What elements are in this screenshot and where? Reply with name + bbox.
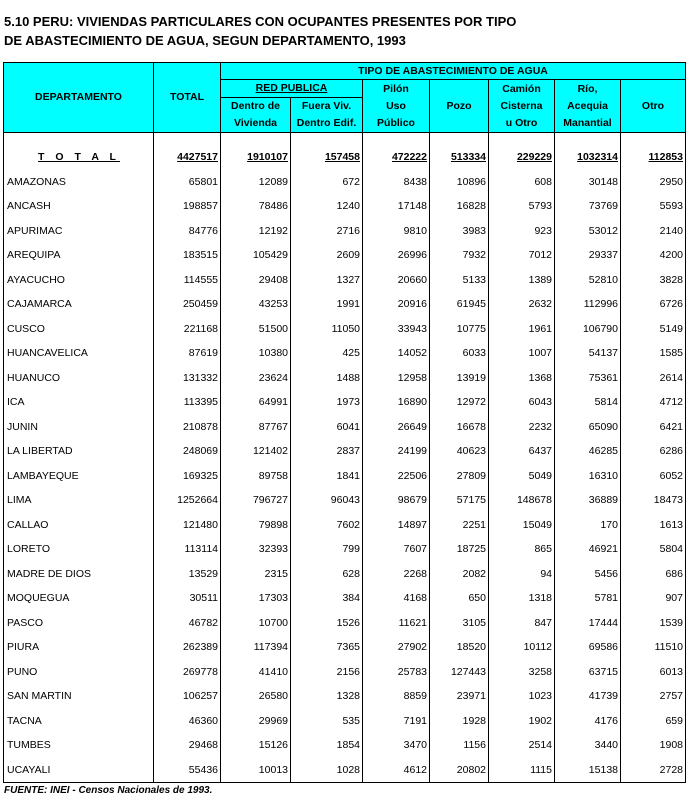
table-cell: 3258 [489,660,555,685]
table-row [4,219,686,244]
department-name: CAJAMARCA [4,292,154,317]
table-cell: 686 [621,562,686,587]
table-cell: 27902 [363,635,430,660]
table-cell: 40623 [430,439,489,464]
table-cell: 5781 [555,586,621,611]
title-line-1: 5.10 PERU: VIVIENDAS PARTICULARES CON OCUPANTES PRESENTES POR TIPO [4,14,517,29]
header-rio-l2: Acequia [567,99,608,112]
table-cell: 3440 [555,733,621,758]
title-line-2: DE ABASTECIMIENTO DE AGUA, SEGUN DEPARTAMENTO, 1993 [4,33,406,48]
total-cell: 1910107 [221,145,291,170]
table-row [4,611,686,636]
table-cell: 24199 [363,439,430,464]
table-cell: 3983 [430,219,489,244]
table-cell: 5804 [621,537,686,562]
table-cell: 14897 [363,513,430,538]
table-row [4,513,686,538]
table-cell: 113395 [154,390,221,415]
table-cell: 84776 [154,219,221,244]
department-name: PUNO [4,660,154,685]
table-cell: 1961 [489,317,555,342]
table-row [4,317,686,342]
table-cell: 4176 [555,709,621,734]
table-cell: 20916 [363,292,430,317]
table-row [4,439,686,464]
table-row [4,170,686,195]
table-cell: 16310 [555,464,621,489]
table-cell: 17444 [555,611,621,636]
table-cell: 75361 [555,366,621,391]
table-cell: 1368 [489,366,555,391]
table-cell: 41410 [221,660,291,685]
table-cell: 148678 [489,488,555,513]
table-cell: 2315 [221,562,291,587]
table-cell: 127443 [430,660,489,685]
table-cell: 16828 [430,194,489,219]
table-row [4,341,686,366]
table-cell: 2140 [621,219,686,244]
table-cell: 46782 [154,611,221,636]
department-name: ANCASH [4,194,154,219]
table-cell: 4612 [363,758,430,783]
table-cell: 923 [489,219,555,244]
department-name: MOQUEGUA [4,586,154,611]
table-cell: 1841 [291,464,363,489]
table-cell: 6013 [621,660,686,685]
table-row [4,586,686,611]
table-cell: 63715 [555,660,621,685]
table-cell: 2950 [621,170,686,195]
table-cell: 7932 [430,243,489,268]
table-cell: 32393 [221,537,291,562]
table-cell: 121480 [154,513,221,538]
table-cell: 1318 [489,586,555,611]
table-cell: 1156 [430,733,489,758]
table-cell: 18473 [621,488,686,513]
table-cell: 117394 [221,635,291,660]
table-cell: 23624 [221,366,291,391]
table-cell: 96043 [291,488,363,513]
table-cell: 198857 [154,194,221,219]
table-cell: 6421 [621,415,686,440]
table-cell: 608 [489,170,555,195]
table-cell: 6043 [489,390,555,415]
table-cell: 20802 [430,758,489,783]
table-cell: 1252664 [154,488,221,513]
header-dentro-l2: Vivienda [234,117,277,129]
table-cell: 26996 [363,243,430,268]
department-name: LORETO [4,537,154,562]
table-cell: 210878 [154,415,221,440]
table-cell: 1991 [291,292,363,317]
table-cell: 2082 [430,562,489,587]
table-cell: 2609 [291,243,363,268]
header-pilon-l2: Uso [386,99,406,112]
table-cell: 2514 [489,733,555,758]
table-cell: 3828 [621,268,686,293]
table-cell: 121402 [221,439,291,464]
table-cell: 796727 [221,488,291,513]
table-cell: 46921 [555,537,621,562]
table-cell: 89758 [221,464,291,489]
table-cell: 1028 [291,758,363,783]
table-cell: 2632 [489,292,555,317]
table-cell: 17303 [221,586,291,611]
table-cell: 131332 [154,366,221,391]
table-cell: 15126 [221,733,291,758]
table-cell: 61945 [430,292,489,317]
table-cell: 1526 [291,611,363,636]
table-row [4,464,686,489]
header-tipo-abastecimiento: TIPO DE ABASTECIMIENTO DE AGUA [221,63,686,80]
table-cell: 1488 [291,366,363,391]
table-cell: 10700 [221,611,291,636]
header-pilon-l3: Público [377,116,415,129]
total-cell: 4427517 [154,145,221,170]
table-cell: 5793 [489,194,555,219]
table-cell: 170 [555,513,621,538]
table-cell: 10013 [221,758,291,783]
table-cell: 29468 [154,733,221,758]
table-cell: 269778 [154,660,221,685]
header-pilon-l1: Pilón [383,82,409,95]
table-row [4,537,686,562]
department-name: TUMBES [4,733,154,758]
table-cell: 46360 [154,709,221,734]
table-cell: 16890 [363,390,430,415]
table-cell: 79898 [221,513,291,538]
department-name: AREQUIPA [4,243,154,268]
table-cell: 221168 [154,317,221,342]
header-pozo: Pozo [430,80,489,133]
table-cell: 41739 [555,684,621,709]
table-cell: 69586 [555,635,621,660]
table-cell: 248069 [154,439,221,464]
table-cell: 6437 [489,439,555,464]
table-cell: 5149 [621,317,686,342]
spacer-row [4,133,686,146]
table-cell: 65090 [555,415,621,440]
department-name: AYACUCHO [4,268,154,293]
header-rio-l1: Río, [577,82,598,95]
department-name: HUANCAVELICA [4,341,154,366]
table-cell: 11621 [363,611,430,636]
table-cell: 6052 [621,464,686,489]
table-cell: 113114 [154,537,221,562]
table-cell: 2728 [621,758,686,783]
table-cell: 628 [291,562,363,587]
table-cell: 1240 [291,194,363,219]
header-camion-l3: u Otro [505,116,538,129]
table-row [4,243,686,268]
table-cell: 14052 [363,341,430,366]
table-cell: 87619 [154,341,221,366]
table-cell: 12089 [221,170,291,195]
table-cell: 11050 [291,317,363,342]
header-rio [555,80,621,133]
total-cell: 157458 [291,145,363,170]
table-cell: 5456 [555,562,621,587]
table-cell: 30511 [154,586,221,611]
table-cell: 1327 [291,268,363,293]
table-cell: 10380 [221,341,291,366]
table-cell: 907 [621,586,686,611]
table-cell: 57175 [430,488,489,513]
header-rio-l3: Manantial [563,116,612,129]
table-cell: 5814 [555,390,621,415]
table-cell: 169325 [154,464,221,489]
table-cell: 9810 [363,219,430,244]
table-cell: 33943 [363,317,430,342]
table-cell: 3105 [430,611,489,636]
table-cell: 11510 [621,635,686,660]
table-cell: 23971 [430,684,489,709]
table-cell: 10896 [430,170,489,195]
table-cell: 7602 [291,513,363,538]
department-name: APURIMAC [4,219,154,244]
table-cell: 1389 [489,268,555,293]
table-cell: 1007 [489,341,555,366]
table-cell: 425 [291,341,363,366]
table-cell: 5593 [621,194,686,219]
table-cell: 6033 [430,341,489,366]
table-cell: 29337 [555,243,621,268]
table-cell: 13529 [154,562,221,587]
table-cell: 114555 [154,268,221,293]
table-row [4,660,686,685]
table-cell: 7191 [363,709,430,734]
table-cell: 2614 [621,366,686,391]
header-camion-l2: Cisterna [500,99,543,112]
table-row [4,194,686,219]
table-cell: 65801 [154,170,221,195]
header-fuera-l2: Dentro Edif. [296,117,357,129]
table-row [4,562,686,587]
table-cell: 1539 [621,611,686,636]
total-row [4,145,686,170]
table-cell: 54137 [555,341,621,366]
table-header [4,63,686,133]
header-red-publica [221,80,363,98]
table-cell: 659 [621,709,686,734]
table-cell: 1973 [291,390,363,415]
header-departamento: DEPARTAMENTO [4,63,154,133]
table-cell: 26580 [221,684,291,709]
table-row [4,415,686,440]
table-cell: 2156 [291,660,363,685]
table-row [4,684,686,709]
table-cell: 53012 [555,219,621,244]
table-cell: 12192 [221,219,291,244]
table-cell: 43253 [221,292,291,317]
source-note: FUENTE: INEI - Censos Nacionales de 1993. [4,785,213,796]
table-cell: 36889 [555,488,621,513]
table-cell: 73769 [555,194,621,219]
table-cell: 29408 [221,268,291,293]
header-camion-l1: Camión [502,82,541,95]
table-cell: 12958 [363,366,430,391]
table-cell: 18725 [430,537,489,562]
table-cell: 106257 [154,684,221,709]
header-red-publica-label: RED PUBLICA [255,82,328,94]
department-name: JUNIN [4,415,154,440]
table-cell: 52810 [555,268,621,293]
total-cell: 513334 [430,145,489,170]
department-name: CUSCO [4,317,154,342]
table-cell: 672 [291,170,363,195]
table-cell: 2232 [489,415,555,440]
table-cell: 5133 [430,268,489,293]
table-cell: 4200 [621,243,686,268]
table-cell: 535 [291,709,363,734]
table-cell: 64991 [221,390,291,415]
table-cell: 10112 [489,635,555,660]
department-name: LA LIBERTAD [4,439,154,464]
table-cell: 16678 [430,415,489,440]
department-name: ICA [4,390,154,415]
table-cell: 2268 [363,562,430,587]
table-cell: 1328 [291,684,363,709]
department-name: SAN MARTIN [4,684,154,709]
table-cell: 13919 [430,366,489,391]
table-cell: 30148 [555,170,621,195]
table-row [4,758,686,783]
department-name: PASCO [4,611,154,636]
table-row [4,292,686,317]
table-cell: 384 [291,586,363,611]
table-cell: 650 [430,586,489,611]
table-cell: 26649 [363,415,430,440]
table-cell: 847 [489,611,555,636]
table-row [4,488,686,513]
department-name: AMAZONAS [4,170,154,195]
table-cell: 250459 [154,292,221,317]
header-total: TOTAL [154,63,221,133]
table-title [4,12,564,50]
table-cell: 1585 [621,341,686,366]
table-cell: 18520 [430,635,489,660]
header-dentro-l1: Dentro de [230,100,280,112]
table-cell: 6726 [621,292,686,317]
total-cell: 1032314 [555,145,621,170]
department-name: HUANUCO [4,366,154,391]
table-cell: 10775 [430,317,489,342]
table-cell: 8859 [363,684,430,709]
table-row [4,390,686,415]
table-cell: 15138 [555,758,621,783]
total-label: T O T A L [4,145,154,170]
header-camion [489,80,555,133]
total-cell: 472222 [363,145,430,170]
department-name: MADRE DE DIOS [4,562,154,587]
table-cell: 865 [489,537,555,562]
table-cell: 6041 [291,415,363,440]
table-cell: 2251 [430,513,489,538]
table-cell: 183515 [154,243,221,268]
table-cell: 106790 [555,317,621,342]
table-cell: 3470 [363,733,430,758]
department-name: UCAYALI [4,758,154,783]
table-cell: 17148 [363,194,430,219]
table-cell: 78486 [221,194,291,219]
total-cell: 229229 [489,145,555,170]
table-cell: 55436 [154,758,221,783]
table-cell: 7012 [489,243,555,268]
table-cell: 1902 [489,709,555,734]
department-name: TACNA [4,709,154,734]
table-cell: 1928 [430,709,489,734]
department-name: LAMBAYEQUE [4,464,154,489]
table-cell: 4712 [621,390,686,415]
table-cell: 2837 [291,439,363,464]
table-cell: 1854 [291,733,363,758]
table-body [4,133,686,783]
table-cell: 4168 [363,586,430,611]
table-cell: 22506 [363,464,430,489]
header-pilon [363,80,430,133]
table-cell: 1023 [489,684,555,709]
table-cell: 29969 [221,709,291,734]
total-cell: 112853 [621,145,686,170]
table-cell: 94 [489,562,555,587]
table-cell: 1908 [621,733,686,758]
water-supply-table [3,62,686,783]
header-fuera-viv [291,98,363,133]
table-cell: 8438 [363,170,430,195]
department-name: LIMA [4,488,154,513]
table-cell: 6286 [621,439,686,464]
table-cell: 2757 [621,684,686,709]
table-cell: 15049 [489,513,555,538]
table-cell: 2716 [291,219,363,244]
table-row [4,635,686,660]
header-fuera-l1: Fuera Viv. [301,100,352,112]
table-cell: 27809 [430,464,489,489]
table-cell: 7607 [363,537,430,562]
table-cell: 105429 [221,243,291,268]
table-cell: 20660 [363,268,430,293]
table-cell: 12972 [430,390,489,415]
table-row [4,733,686,758]
table-cell: 1115 [489,758,555,783]
table-cell: 799 [291,537,363,562]
department-name: CALLAO [4,513,154,538]
table-row [4,709,686,734]
table-cell: 46285 [555,439,621,464]
table-cell: 262389 [154,635,221,660]
header-otro: Otro [621,80,686,133]
table-row [4,268,686,293]
table-cell: 7365 [291,635,363,660]
department-name: PIURA [4,635,154,660]
table-cell: 98679 [363,488,430,513]
table-cell: 5049 [489,464,555,489]
table-cell: 112996 [555,292,621,317]
header-dentro-vivienda [221,98,291,133]
table-cell: 1613 [621,513,686,538]
table-cell: 25783 [363,660,430,685]
table-cell: 87767 [221,415,291,440]
table-cell: 51500 [221,317,291,342]
table-row [4,366,686,391]
